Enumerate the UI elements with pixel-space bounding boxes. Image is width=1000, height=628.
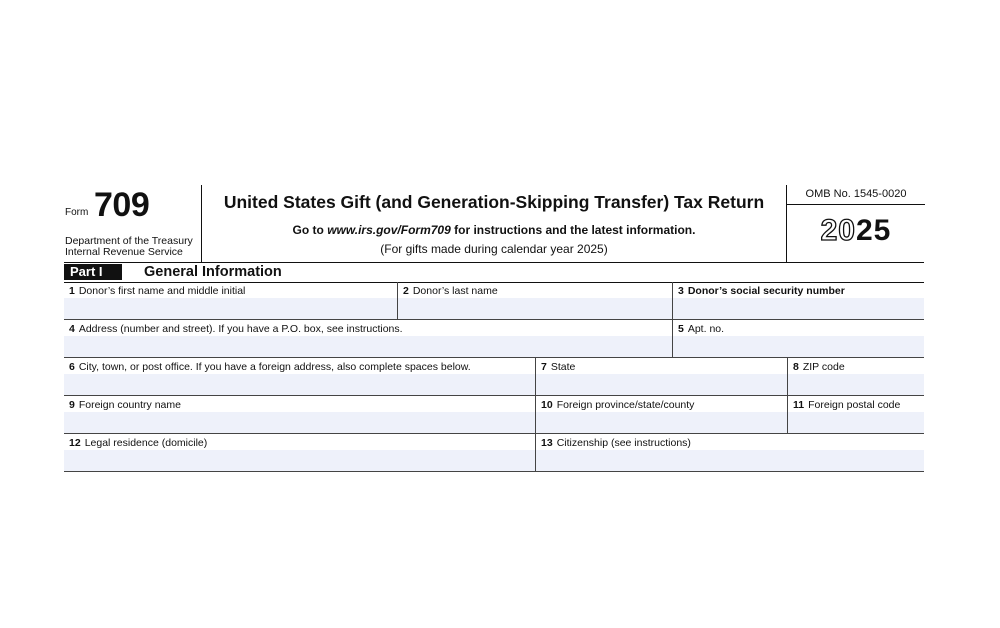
field-label [69, 361, 471, 373]
field-number: 9 [69, 399, 75, 411]
field-label-text: Legal residence (domicile) [84, 437, 208, 449]
department-line-1: Department of the Treasury [65, 235, 193, 247]
field-label [678, 323, 724, 335]
field-label [541, 361, 575, 373]
legal-residence-input[interactable] [64, 450, 535, 471]
title-block [202, 185, 786, 262]
field-number: 3 [678, 285, 684, 297]
part-label: Part I [64, 264, 122, 280]
apt-no-input[interactable] [673, 336, 924, 357]
field-state [535, 358, 787, 396]
field-foreign-country [64, 396, 535, 434]
part-header [64, 263, 924, 283]
field-legal-residence [64, 434, 535, 472]
department-line-2: Internal Revenue Service [65, 246, 183, 258]
department-block [65, 236, 193, 258]
field-number: 7 [541, 361, 547, 373]
field-number: 4 [69, 323, 75, 335]
form-subtitle: (For gifts made during calendar year 2025) [380, 242, 608, 256]
field-label-text: City, town, or post office. If you have a foreign address, also complete spaces below. [78, 361, 471, 373]
omb-number: OMB No. 1545-0020 [787, 188, 925, 205]
field-label-text: State [550, 361, 576, 373]
field-number: 10 [541, 399, 553, 411]
field-label-text: Citizenship (see instructions) [556, 437, 691, 449]
tax-year-suffix: 25 [856, 214, 892, 247]
form-word: Form [65, 207, 89, 218]
field-label-text: ZIP code [802, 361, 845, 373]
field-label [69, 437, 207, 449]
field-label [69, 399, 181, 411]
omb-year-block [786, 185, 925, 262]
field-donor-ssn [672, 282, 924, 320]
field-label [793, 361, 845, 373]
zip-input[interactable] [788, 374, 924, 395]
goto-suffix: for instructions and the latest information. [450, 223, 696, 237]
field-donor-last-name [397, 282, 672, 320]
field-number: 11 [793, 399, 805, 411]
irs-link[interactable]: www.irs.gov/Form709 [327, 223, 451, 237]
field-address [64, 320, 672, 358]
form-title: United States Gift (and Generation-Skipping Transfer) Tax Return [223, 192, 765, 212]
form-709 [64, 185, 924, 473]
field-number: 13 [541, 437, 553, 449]
field-label [678, 285, 845, 297]
field-donor-first-name [64, 282, 397, 320]
address-input[interactable] [64, 336, 672, 357]
citizenship-input[interactable] [536, 450, 924, 471]
field-number: 6 [69, 361, 75, 373]
field-label-text: Foreign province/state/county [556, 399, 695, 411]
field-foreign-postal-code [787, 396, 924, 434]
field-label-text: Donor’s last name [412, 285, 498, 297]
field-label-text: Apt. no. [687, 323, 725, 335]
city-input[interactable] [64, 374, 535, 395]
field-label-text: Donor’s social security number [687, 285, 845, 297]
field-label-text: Foreign country name [78, 399, 181, 411]
field-apt-no [672, 320, 924, 358]
donor-last-name-input[interactable] [398, 298, 672, 319]
field-label [69, 323, 403, 335]
field-label [541, 437, 691, 449]
form-id-block [64, 185, 202, 262]
field-label [403, 285, 498, 297]
field-number: 8 [793, 361, 799, 373]
field-number: 1 [69, 285, 75, 297]
state-input[interactable] [536, 374, 787, 395]
tax-year-prefix: 20 [820, 214, 856, 247]
form-header [64, 185, 924, 263]
field-zip [787, 358, 924, 396]
field-city [64, 358, 535, 396]
tax-year [787, 214, 925, 248]
instructions-line [202, 223, 786, 237]
field-label-text: Donor’s first name and middle initial [78, 285, 246, 297]
donor-first-name-input[interactable] [64, 298, 397, 319]
field-foreign-province [535, 396, 787, 434]
form-number: 709 [94, 186, 150, 224]
field-label [69, 285, 245, 297]
foreign-province-input[interactable] [536, 412, 787, 433]
field-label-text: Foreign postal code [808, 399, 901, 411]
field-citizenship [535, 434, 924, 472]
field-label [793, 399, 900, 411]
part-title: General Information [144, 264, 282, 280]
field-label-text: Address (number and street). If you have a P.O. box, see instructions. [78, 323, 403, 335]
field-label [541, 399, 694, 411]
field-number: 12 [69, 437, 81, 449]
foreign-country-input[interactable] [64, 412, 535, 433]
field-number: 5 [678, 323, 684, 335]
field-number: 2 [403, 285, 409, 297]
goto-prefix: Go to [292, 223, 328, 237]
donor-ssn-input[interactable] [673, 298, 924, 319]
foreign-postal-code-input[interactable] [788, 412, 924, 433]
